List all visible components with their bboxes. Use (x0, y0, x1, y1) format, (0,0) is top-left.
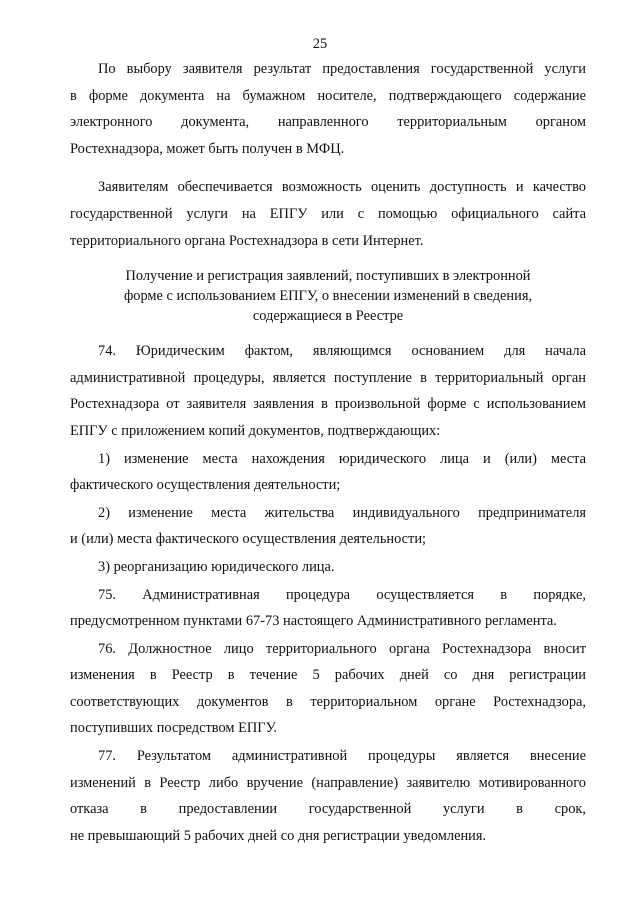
text-line: Ростехнадзора, может быть получен в МФЦ. (70, 140, 345, 157)
text-line: соответствующих документов в территориальном органе Ростехнадзора, (70, 693, 586, 710)
text-line: государственной услуги на ЕПГУ или с помощью официального сайта (70, 205, 586, 222)
text-line: 77. Результатом административной процедуры является внесение (98, 748, 586, 765)
paragraph-77 (70, 743, 586, 849)
text-line: электронного документа, направленного территориальным органом (70, 114, 586, 131)
text-line: Заявителям обеспечивается возможность оценить доступность и качество (98, 179, 586, 196)
text-line: 74. Юридическим фактом, являющимся основанием для начала (98, 343, 586, 360)
text-line: и (или) места фактического осуществления деятельности; (70, 531, 427, 548)
document-body (70, 56, 586, 850)
list-item-3 (70, 554, 586, 581)
paragraph-74 (70, 338, 586, 444)
text-line: изменения в Реестр в течение 5 рабочих дней со дня регистрации (70, 667, 586, 684)
paragraph-quality-assessment (70, 174, 586, 254)
list-item-1 (70, 446, 586, 499)
paragraph-75 (70, 582, 586, 635)
paragraph-76 (70, 636, 586, 742)
list-item-2 (70, 500, 586, 553)
text-line: территориального органа Ростехнадзора в сети Интернет. (70, 232, 424, 249)
text-line: фактического осуществления деятельности; (70, 477, 341, 494)
heading-line: Получение и регистрация заявлений, поступивших в электронной (125, 268, 531, 285)
text-line: 3) реорганизацию юридического лица. (98, 558, 335, 575)
heading-line: содержащиеся в Реестре (252, 308, 404, 325)
text-line: изменений в Реестр либо вручение (направление) заявителю мотивированного (70, 774, 586, 791)
text-line: поступивших посредством ЕПГУ. (70, 720, 278, 737)
text-line: ЕПГУ с приложением копий документов, подтверждающих: (70, 422, 441, 439)
text-line: 2) изменение места жительства индивидуального предпринимателя (98, 504, 586, 521)
heading-line: форме с использованием ЕПГУ, о внесении изменений в сведения, (123, 288, 533, 305)
text-line: в форме документа на бумажном носителе, подтверждающего содержание (70, 87, 586, 104)
text-line: предусмотренном пунктами 67-73 настоящего Административного регламента. (70, 613, 557, 630)
text-line: 75. Административная процедура осуществляется в порядке, (98, 586, 586, 603)
text-line: 76. Должностное лицо территориального органа Ростехнадзора вносит (98, 640, 586, 657)
text-line: По выбору заявителя результат предоставления государственной услуги (98, 61, 586, 77)
paragraph-mfc-result (70, 56, 586, 162)
text-line: не превышающий 5 рабочих дней со дня регистрации уведомления. (70, 827, 487, 844)
section-heading (70, 266, 586, 326)
text-line: 1) изменение места нахождения юридического лица и (или) места (98, 450, 586, 467)
text-line: административной процедуры, является поступление в территориальный орган (70, 369, 586, 386)
text-line: отказа в предоставлении государственной услуги в срок, (70, 801, 586, 818)
text-line: Ростехнадзора от заявителя заявления в произвольной форме с использованием (70, 396, 586, 413)
page-number: 25 (312, 36, 328, 52)
